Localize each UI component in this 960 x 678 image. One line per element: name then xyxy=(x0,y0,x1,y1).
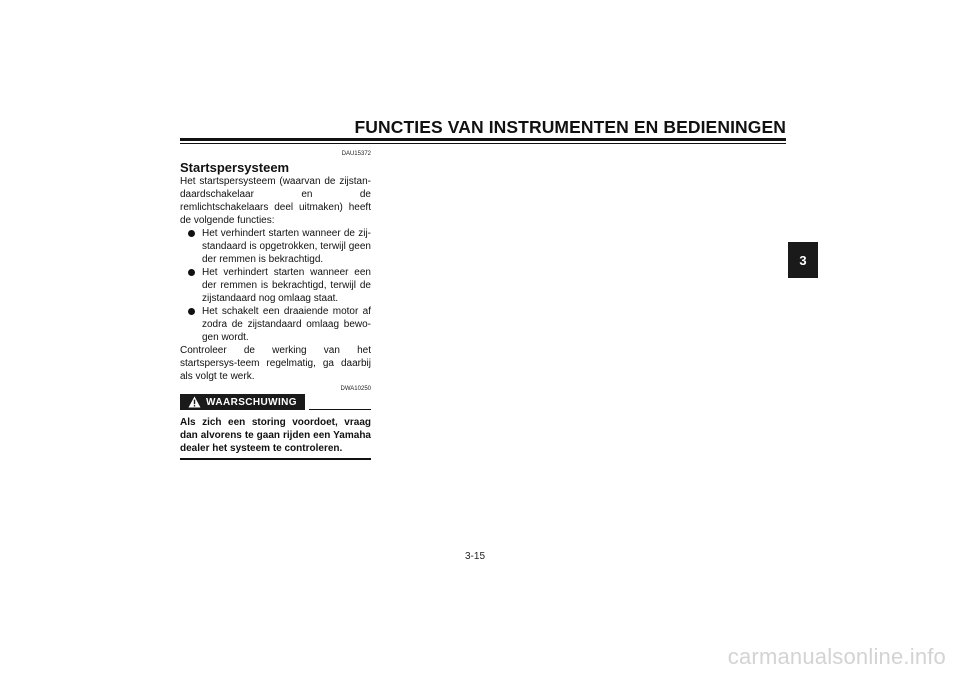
list-item-text: Het verhindert starten wanneer een der remmen is bekrachtigd, terwijl de zijstandaard nog omlaag staat. xyxy=(202,267,371,304)
warning-code: DWA10250 xyxy=(340,386,371,392)
bullet-icon xyxy=(188,230,195,237)
function-list xyxy=(180,227,371,344)
warning-badge xyxy=(180,394,305,410)
section-heading: Startspersysteem xyxy=(180,160,290,175)
warning-label: WAARSCHUWING xyxy=(206,396,297,408)
list-item xyxy=(180,266,371,305)
warning-bottom-rule xyxy=(180,458,371,460)
watermark-text: carmanualsonline.info xyxy=(727,644,946,669)
page-number: 3-15 xyxy=(465,551,486,562)
list-item xyxy=(180,305,371,344)
bullet-icon xyxy=(188,269,195,276)
chapter-tab: 3 xyxy=(788,242,818,278)
warning-triangle-icon xyxy=(188,396,201,408)
page-header-title: FUNCTIES VAN INSTRUMENTEN EN BEDIENINGEN xyxy=(354,117,786,137)
intro-paragraph: Het startspersysteem (waarvan de zijstan-daardschakelaar en de remlichtschakelaars deel uitmaken) heeft de volgende functies: xyxy=(180,176,371,226)
warning-text: Als zich een storing voordoet, vraag dan alvorens te gaan rijden een Yamaha dealer het systeem te controleren. xyxy=(180,417,371,454)
warning-rule xyxy=(309,409,371,410)
header-rule xyxy=(180,138,786,141)
list-item xyxy=(180,227,371,266)
header-rule-thin xyxy=(180,143,786,144)
warning-header xyxy=(180,394,371,414)
bullet-icon xyxy=(188,308,195,315)
list-item-text: Het verhindert starten wanneer de zij-standaard is opgetrokken, terwijl geen der remmen is bekrachtigd. xyxy=(202,228,371,265)
list-item-text: Het schakelt een draaiende motor af zodra de zijstandaard omlaag bewo-gen wordt. xyxy=(202,306,371,343)
content-column xyxy=(180,150,371,460)
section-code: DAU15372 xyxy=(341,151,371,157)
outro-paragraph: Controleer de werking van het startspersys-teem regelmatig, ga daarbij als volgt te werk. xyxy=(180,345,371,382)
